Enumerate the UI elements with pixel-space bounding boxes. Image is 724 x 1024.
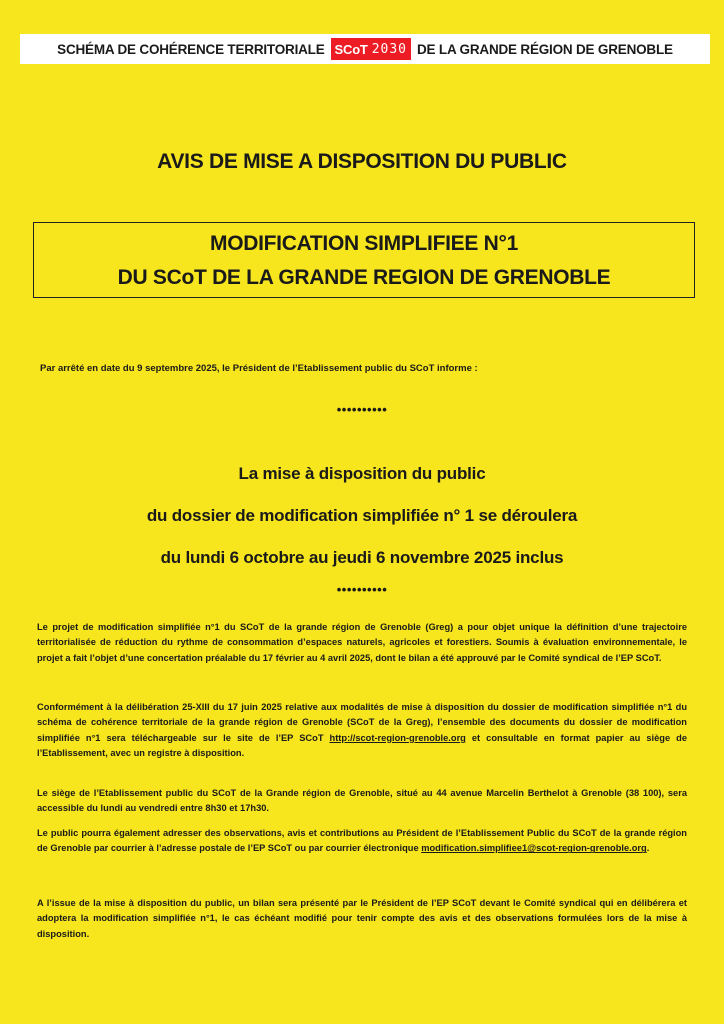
announcement-line-3: du lundi 6 octobre au jeudi 6 novembre 2025 inclus	[160, 548, 564, 567]
subject-line-1: MODIFICATION SIMPLIFIEE N°1	[210, 232, 518, 255]
paragraph-address: Le siège de l’Etablissement public du SCoT de la Grande région de Grenoble, situé au 44 avenue Marcelin Berthelot à Grenoble (38 100), sera accessible du lundi au vendredi entre 8h30 et 17h30.	[37, 788, 687, 814]
p2-text-before: Conformément à la délibération 25-XIII du 17 juin 2025 relative aux modalités de mise à disposition du dossier de modification simplifiée n°1 du schéma de cohérence territoriale de la grande région de Grenoble (SCoT de la Greg), l’ensemble des documents du dossier de modification simplifiée n°1 sera téléchargeable sur le site de l’EP SCoT	[37, 702, 687, 743]
paragraph-conclusion: A l’issue de la mise à disposition du public, un bilan sera présenté par le Président de l’EP SCoT devant le Comité syndical qui en délibérera et adoptera la modification simplifiée n°1, le cas échéant modifié pour tenir compte des avis et des observations formulées lors de la mise à disposition.	[37, 898, 687, 939]
logo-year: 2030	[371, 41, 407, 57]
logo-text: SCoT	[334, 41, 368, 57]
header-right-text: DE LA GRANDE RÉGION DE GRENOBLE	[417, 41, 673, 57]
scot-logo	[331, 38, 411, 60]
p4-text-before: Le public pourra également adresser des observations, avis et contributions au Président de l’Etablissement Public du SCoT de la grande région de Grenoble par courrier à l’adresse postale de l’EP SCoT ou par courrier électronique	[37, 828, 687, 854]
website-link[interactable]: http://scot-region-grenoble.org	[329, 732, 466, 743]
separator-bottom: ••••••••••	[336, 582, 388, 597]
page-title: AVIS DE MISE A DISPOSITION DU PUBLIC	[157, 150, 567, 173]
separator-top: ••••••••••	[336, 402, 388, 417]
header-left-text: SCHÉMA DE COHÉRENCE TERRITORIALE	[57, 41, 325, 57]
subject-line-2: DU SCoT DE LA GRANDE REGION DE GRENOBLE	[117, 266, 611, 289]
p4-text-after: .	[646, 843, 650, 854]
email-link[interactable]: modification.simplifiee1@scot-region-grenoble.org	[421, 843, 647, 854]
paragraph-deliberation	[37, 700, 687, 762]
announcement-line-1: La mise à disposition du public	[238, 464, 486, 483]
paragraph-project: Le projet de modification simplifiée n°1 du SCoT de la grande région de Grenoble (Greg) a pour objet unique la définition d’une trajectoire territorialisée de réduction du rythme de consommation d’espaces naturels, agricoles et forestiers. Soumis à évaluation environnementale, le projet a fait l’objet d’une concertation préalable du 17 février au 4 avril 2025, dont le bilan a été approuvé par le Comité syndical de l’EP SCoT.	[37, 622, 687, 663]
intro-text: Par arrêté en date du 9 septembre 2025, le Président de l’Etablissement public du SCoT informe :	[40, 363, 478, 374]
header-band	[20, 34, 710, 64]
paragraph-contributions	[37, 826, 687, 857]
subject-box	[33, 222, 695, 298]
p2-text-after: et consultable en format papier au siège de l’Etablissement, avec un registre à disposition.	[37, 732, 687, 759]
announcement-line-2: du dossier de modification simplifiée n° 1 se déroulera	[146, 506, 578, 525]
